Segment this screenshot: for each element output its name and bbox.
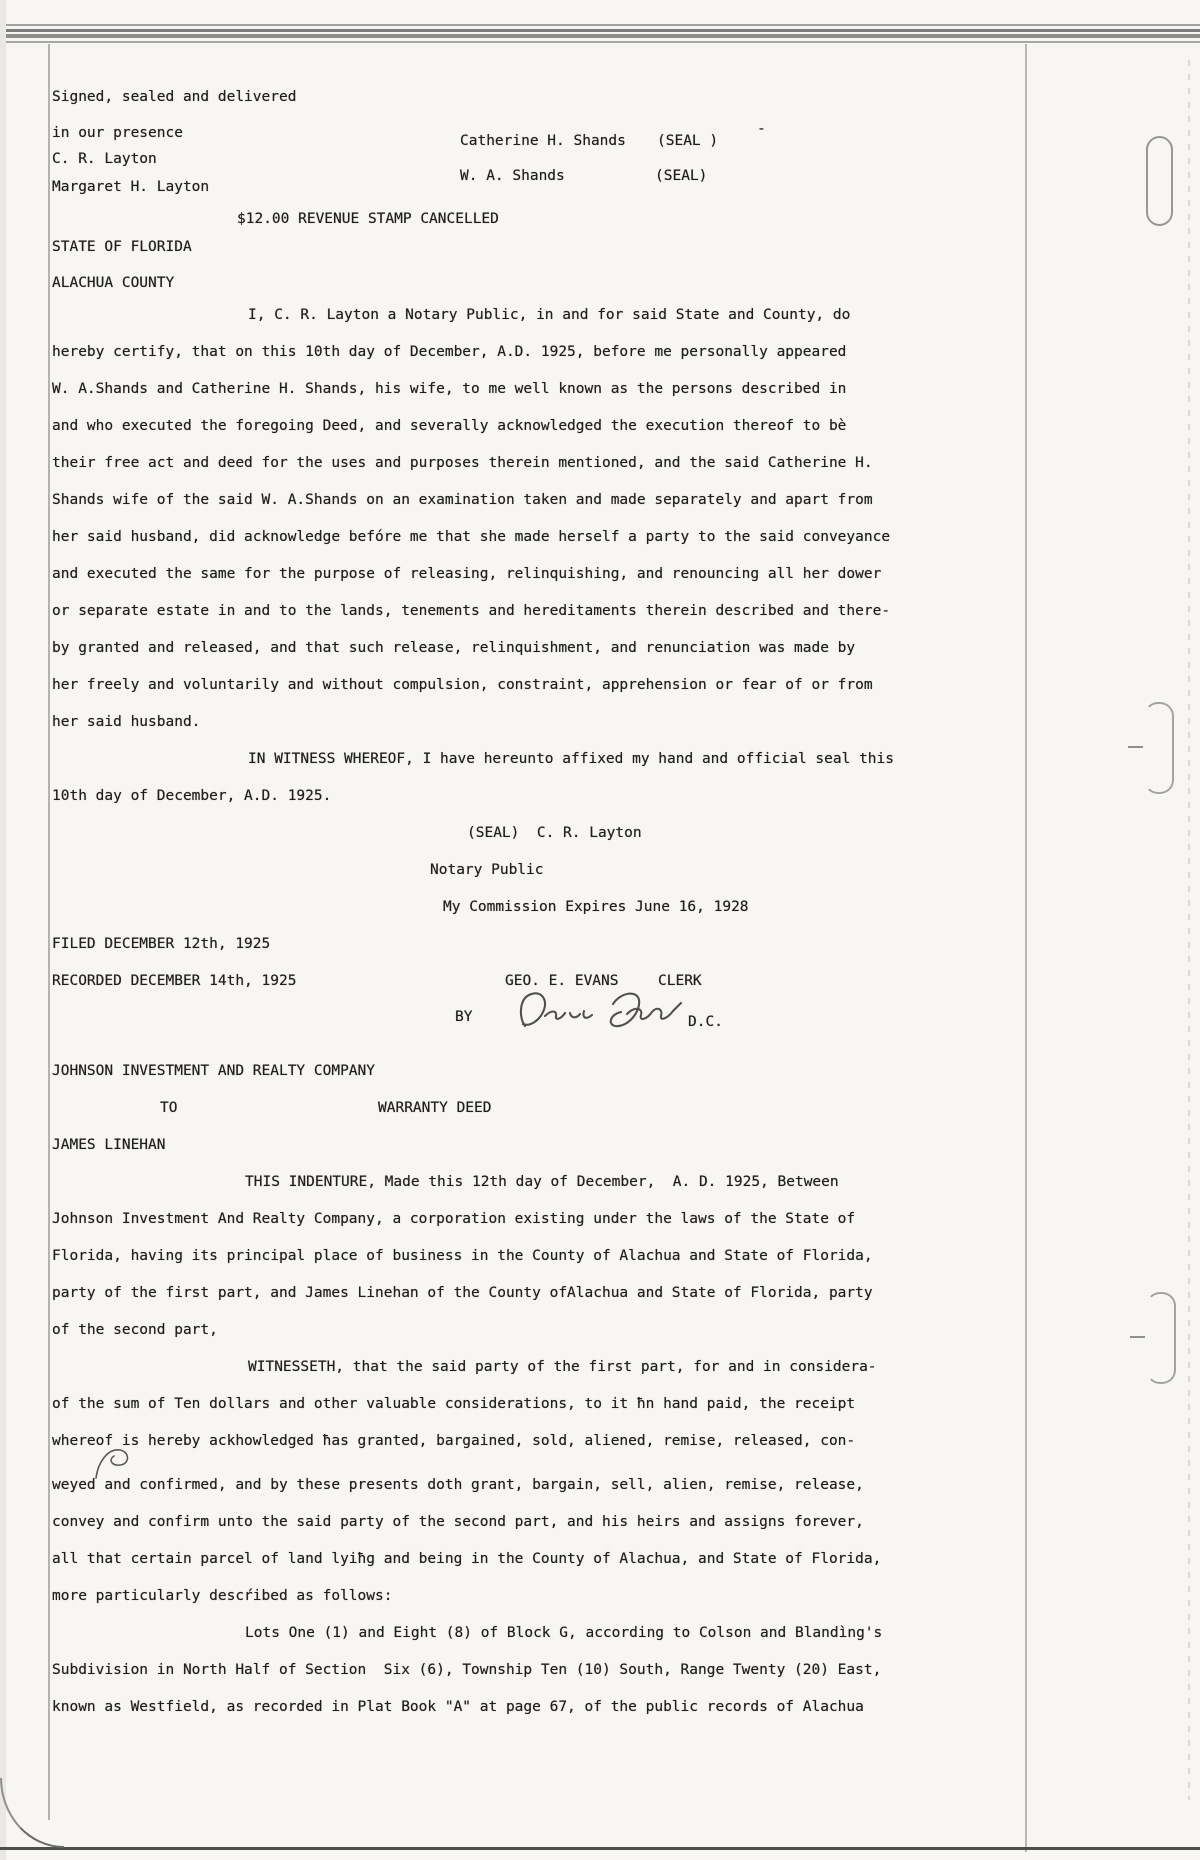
witnesseth-paragraph-line-7: more particularly descŕibed as follows:	[52, 1588, 393, 1604]
witnesseth-paragraph-line-5: convey and confirm unto the said party of the second part, and his heirs and assigns forever,	[52, 1514, 864, 1530]
clerk-title: CLERK	[658, 973, 702, 989]
notary-seal-signature: (SEAL) C. R. Layton	[467, 825, 642, 841]
notary-paragraph-line-4: and who executed the foregoing Deed, and severally acknowledged the execution thereof to bè	[52, 418, 847, 434]
left-page-edge	[48, 44, 50, 1820]
grantor-party-name: JOHNSON INVESTMENT AND REALTY COMPANY	[52, 1063, 376, 1079]
notary-title: Notary Public	[430, 862, 544, 878]
instrument-type: WARRANTY DEED	[378, 1100, 492, 1116]
county-heading: ALACHUA COUNTY	[52, 275, 175, 291]
revenue-stamp-line: $12.00 REVENUE STAMP CANCELLED	[237, 211, 499, 227]
punch-hole-tick	[1130, 1336, 1145, 1338]
witnesseth-paragraph-line-6: all that certain parcel of land lyiħg and being in the County of Alachua, and State of Florida,	[52, 1551, 882, 1567]
bottom-left-corner-curl	[0, 1778, 64, 1848]
punch-hole-tick	[1128, 746, 1143, 748]
notary-paragraph-line-7: her said husband, did acknowledge befóre me that she made herself a party to the said conveyance	[52, 529, 891, 545]
witness-name-1: C. R. Layton	[52, 151, 157, 167]
indenture-paragraph-line-1: THIS INDENTURE, Made this 12th day of December, A. D. 1925, Between	[245, 1174, 839, 1190]
grantor-signature-1-seal: (SEAL )	[657, 133, 719, 149]
legal-description-line-2: Subdivision in North Half of Section Six (6), Township Ten (10) South, Range Twenty (20) East,	[52, 1662, 882, 1678]
witnesseth-paragraph-line-4: weyed and confirmed, and by these presents doth grant, bargain, sell, alien, remise, release,	[52, 1477, 864, 1493]
indenture-paragraph-line-5: of the second part,	[52, 1322, 218, 1338]
notary-paragraph-line-5: their free act and deed for the uses and purposes therein mentioned, and the said Catherine H.	[52, 455, 873, 471]
legal-description-line-1: Lots One (1) and Eight (8) of Block G, according to Colson and Blandìng's	[245, 1625, 883, 1641]
right-page-edge	[1025, 44, 1027, 1852]
grantor-signature-1-name: Catherine H. Shands	[460, 133, 626, 149]
notary-paragraph-line-10: by granted and released, and that such release, relinquishment, and renunciation was made by	[52, 640, 856, 656]
by-label: BY	[455, 1009, 473, 1025]
grantee-party-name: JAMES LINEHAN	[52, 1137, 166, 1153]
witness-whereof-line-2: 10th day of December, A.D. 1925.	[52, 788, 332, 804]
grantor-signature-2-seal: (SEAL)	[655, 168, 708, 184]
legal-description-line-3: known as Westfield, as recorded in Plat Book "A" at page 67, of the public records of Alachua	[52, 1699, 864, 1715]
deputy-clerk-signature	[515, 982, 695, 1038]
indenture-paragraph-line-3: Florida, having its principal place of business in the County of Alachua and State of Florida,	[52, 1248, 873, 1264]
indenture-paragraph-line-2: Johnson Investment And Realty Company, a corporation existing under the laws of the State of	[52, 1211, 856, 1227]
top-edge-stripe	[0, 29, 1200, 32]
stray-mark-dash: -	[757, 121, 766, 137]
witness-whereof-line-1: IN WITNESS WHEREOF, I have hereunto affixed my hand and official seal this	[248, 751, 895, 767]
right-scan-speckle	[1188, 60, 1190, 1800]
witnesseth-paragraph-line-3: whereof is hereby ackhowledged ħas granted, bargained, sold, aliened, remise, released, con-	[52, 1433, 856, 1449]
notary-paragraph-line-8: and executed the same for the purpose of releasing, relinquishing, and renouncing all her dower	[52, 566, 882, 582]
witnesseth-paragraph-line-2: of the sum of Ten dollars and other valuable considerations, to it ħn hand paid, the receipt	[52, 1396, 856, 1412]
notary-paragraph-line-9: or separate estate in and to the lands, tenements and hereditaments therein described and there-	[52, 603, 891, 619]
deputy-clerk-suffix: D.C.	[688, 1014, 723, 1030]
witness-name-2: Margaret H. Layton	[52, 179, 210, 195]
notary-paragraph-line-1: I, C. R. Layton a Notary Public, in and for said State and County, do	[248, 307, 851, 323]
notary-paragraph-line-6: Shands wife of the said W. A.Shands on an examination taken and made separately and apart from	[52, 492, 873, 508]
punch-hole-mark	[1144, 702, 1174, 794]
left-scan-margin	[0, 0, 6, 1860]
bottom-page-edge	[0, 1847, 1200, 1850]
indenture-paragraph-line-4: party of the first part, and James Linehan of the County ofAlachua and State of Florida, party	[52, 1285, 873, 1301]
top-edge-stripe	[0, 41, 1200, 43]
grantor-signature-2-name: W. A. Shands	[460, 168, 565, 184]
punch-hole-mark	[1146, 1292, 1176, 1384]
punch-hole-mark	[1146, 136, 1173, 226]
top-edge-stripe	[0, 24, 1200, 26]
commission-expiry: My Commission Expires June 16, 1928	[443, 899, 749, 915]
witness-clause-line-2: in our presence	[52, 125, 183, 141]
state-heading: STATE OF FLORIDA	[52, 239, 192, 255]
clerk-name: GEO. E. EVANS	[505, 973, 619, 989]
filed-date: FILED DECEMBER 12th, 1925	[52, 936, 271, 952]
notary-paragraph-line-3: W. A.Shands and Catherine H. Shands, his wife, to me well known as the persons described in	[52, 381, 847, 397]
to-label: TO	[160, 1100, 178, 1116]
witnesseth-paragraph-line-1: WITNESSETH, that the said party of the first part, for and in considera-	[248, 1359, 877, 1375]
witness-clause-line-1: Signed, sealed and delivered	[52, 89, 297, 105]
notary-paragraph-line-2: hereby certify, that on this 10th day of December, A.D. 1925, before me personally appeared	[52, 344, 847, 360]
notary-paragraph-line-12: her said husband.	[52, 714, 201, 730]
handwritten-correction-loop	[92, 1446, 138, 1480]
recorded-date: RECORDED DECEMBER 14th, 1925	[52, 973, 297, 989]
top-edge-stripe	[0, 34, 1200, 38]
notary-paragraph-line-11: her freely and voluntarily and without compulsion, constraint, apprehension or fear of or from	[52, 677, 873, 693]
